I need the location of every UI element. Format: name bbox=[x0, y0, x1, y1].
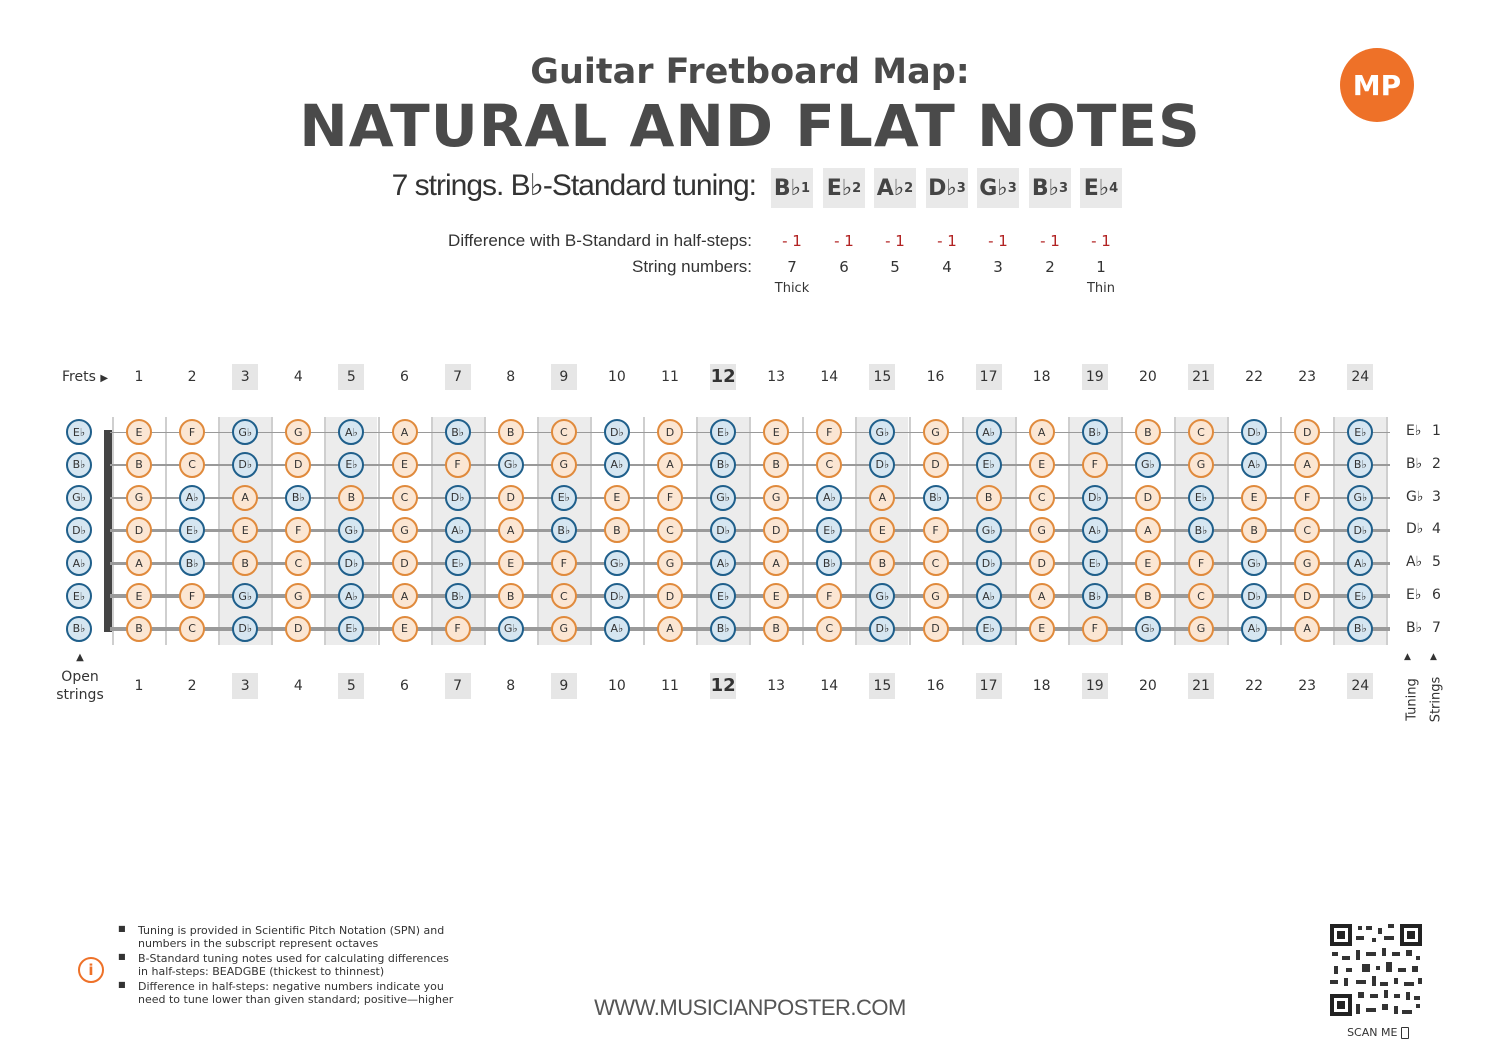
fret-note[interactable]: A♭ bbox=[445, 517, 471, 543]
fret-number-top: 15 bbox=[869, 364, 895, 390]
fret-note[interactable]: C bbox=[816, 616, 842, 642]
fret-note[interactable]: D bbox=[1029, 550, 1055, 576]
string-number: 4 bbox=[942, 258, 952, 276]
fret-note[interactable]: C bbox=[816, 452, 842, 478]
tuning-note-name: E♭ bbox=[1083, 175, 1110, 201]
fret-note[interactable]: G bbox=[1188, 616, 1214, 642]
fret-note[interactable]: G♭ bbox=[498, 452, 524, 478]
fret-note[interactable]: D♭ bbox=[976, 550, 1002, 576]
fret-note[interactable]: D bbox=[657, 583, 683, 609]
string-tuning-label: E♭ bbox=[1406, 587, 1422, 603]
caret-up-icon: ▲ bbox=[1404, 652, 1411, 662]
fret-note[interactable]: G bbox=[1188, 452, 1214, 478]
fret-note[interactable]: G bbox=[923, 419, 949, 445]
fret-note[interactable]: A♭ bbox=[1082, 517, 1108, 543]
fret-note[interactable]: C bbox=[179, 452, 205, 478]
caret-right-icon: ▶ bbox=[100, 373, 109, 384]
fret-note[interactable]: A♭ bbox=[338, 583, 364, 609]
tuning-note-name: B♭ bbox=[773, 175, 802, 201]
fret-number-bottom: 11 bbox=[661, 678, 679, 694]
fret-note[interactable]: E♭ bbox=[976, 616, 1002, 642]
fret-note[interactable]: D♭ bbox=[604, 583, 630, 609]
fret-note[interactable]: F bbox=[816, 419, 842, 445]
fret-number-bottom: 3 bbox=[232, 673, 258, 699]
fret-number-bottom: 18 bbox=[1032, 678, 1051, 694]
brand-logo[interactable] bbox=[1340, 48, 1414, 122]
fret-note[interactable]: E♭ bbox=[1188, 485, 1214, 511]
fret-note[interactable]: A bbox=[392, 419, 418, 445]
fret-note[interactable]: C bbox=[551, 419, 577, 445]
fret-note[interactable]: D♭ bbox=[445, 485, 471, 511]
fret-note[interactable]: F bbox=[445, 452, 471, 478]
string-number-label: 7 bbox=[1432, 619, 1441, 636]
fret-note[interactable]: G♭ bbox=[1135, 616, 1161, 642]
fret-note[interactable]: E♭ bbox=[1082, 550, 1108, 576]
fret-note[interactable]: C bbox=[657, 517, 683, 543]
fret-note[interactable]: E bbox=[869, 517, 895, 543]
fret-number-top: 24 bbox=[1347, 364, 1373, 390]
fret-number-bottom: 24 bbox=[1347, 673, 1373, 699]
fret-note[interactable]: E♭ bbox=[816, 517, 842, 543]
info-note: ■ Tuning is provided in Scientific Pitch Notation (SPN) and numbers in the subscript represent octaves bbox=[118, 924, 445, 950]
string-number: 6 bbox=[839, 258, 849, 276]
fret-note[interactable]: G bbox=[1029, 517, 1055, 543]
tuning-note-octave: 4 bbox=[1109, 180, 1119, 196]
fret-note[interactable]: A bbox=[869, 485, 895, 511]
fret-note[interactable]: F bbox=[179, 583, 205, 609]
fret-note[interactable]: G♭ bbox=[1135, 452, 1161, 478]
fret-note[interactable]: D bbox=[763, 517, 789, 543]
info-notes bbox=[118, 924, 458, 1006]
fret-note[interactable]: C bbox=[1029, 485, 1055, 511]
fret-note[interactable]: E bbox=[1029, 616, 1055, 642]
fret-number-top: 14 bbox=[820, 369, 839, 385]
fret-number-bottom: 14 bbox=[820, 678, 839, 694]
info-note: ■ B-Standard tuning notes used for calculating differences in half-steps: BEADGBE (thickest to thinnest) bbox=[118, 952, 449, 978]
fret-note[interactable]: G♭ bbox=[1347, 485, 1373, 511]
open-string-note[interactable]: B♭ bbox=[66, 616, 92, 642]
fret-note[interactable]: A♭ bbox=[1241, 616, 1267, 642]
fret-note[interactable]: B bbox=[338, 485, 364, 511]
fret-number-bottom: 6 bbox=[400, 678, 409, 694]
fret-number-top: 22 bbox=[1245, 369, 1263, 385]
string-tuning-label: B♭ bbox=[1406, 455, 1423, 472]
fret-number-top: 20 bbox=[1138, 369, 1157, 385]
info-note: ■ Difference in half-steps: negative numbers indicate you need to tune lower than given standard; positive—higher bbox=[118, 980, 454, 1006]
tuning-note-box bbox=[874, 168, 916, 208]
fret-note[interactable]: G♭ bbox=[338, 517, 364, 543]
fret-note[interactable]: D♭ bbox=[869, 616, 895, 642]
fret-number-bottom: 12 bbox=[710, 673, 736, 699]
fret-note[interactable]: D♭ bbox=[1241, 419, 1267, 445]
fret-note[interactable]: E♭ bbox=[338, 616, 364, 642]
fret-note[interactable]: A♭ bbox=[604, 616, 630, 642]
fret-number-top: 9 bbox=[551, 364, 577, 390]
fret-note[interactable]: G bbox=[285, 583, 311, 609]
fret-note[interactable]: G bbox=[551, 452, 577, 478]
strings-label: Strings bbox=[1428, 676, 1444, 723]
open-strings-label: Open strings bbox=[56, 669, 104, 703]
fret-note[interactable]: E bbox=[604, 485, 630, 511]
fret-note[interactable]: G bbox=[126, 485, 152, 511]
fret-note[interactable]: B♭ bbox=[445, 583, 471, 609]
fret-note[interactable]: B♭ bbox=[445, 419, 471, 445]
fret-note[interactable]: F bbox=[657, 485, 683, 511]
fret-note[interactable]: E bbox=[498, 550, 524, 576]
fret-note[interactable]: B bbox=[1241, 517, 1267, 543]
fret-number-top: 7 bbox=[445, 364, 471, 390]
fret-note[interactable]: D♭ bbox=[1347, 517, 1373, 543]
fret-number-top: 2 bbox=[187, 369, 197, 385]
fret-note[interactable]: D bbox=[1135, 485, 1161, 511]
fret-note[interactable]: C bbox=[1188, 583, 1214, 609]
fret-number-bottom: 2 bbox=[187, 678, 197, 694]
string-number: 3 bbox=[993, 258, 1003, 276]
thin-label: Thin bbox=[1086, 281, 1116, 296]
fret-note[interactable]: G bbox=[657, 550, 683, 576]
fret-number-bottom: 9 bbox=[551, 673, 577, 699]
scan-me-label: SCAN ME bbox=[1330, 1026, 1426, 1039]
fret-note[interactable]: G♭ bbox=[498, 616, 524, 642]
tuning-note-name: E♭ bbox=[826, 175, 853, 201]
fret-note[interactable]: G bbox=[392, 517, 418, 543]
string-number: 7 bbox=[787, 258, 797, 276]
string-number-label: 2 bbox=[1432, 455, 1441, 472]
fret-note[interactable]: E♭ bbox=[338, 452, 364, 478]
fret-note[interactable]: D♭ bbox=[604, 419, 630, 445]
caret-up-icon: ▲ bbox=[1430, 652, 1437, 662]
string-tuning-label: G♭ bbox=[1406, 488, 1424, 505]
fret-number-top: 23 bbox=[1298, 369, 1317, 385]
fret-number-bottom: 19 bbox=[1082, 673, 1108, 699]
fret-note[interactable]: B♭ bbox=[1347, 452, 1373, 478]
frets-label: Frets ▶ bbox=[62, 369, 109, 385]
fret-note[interactable]: G bbox=[285, 419, 311, 445]
fret-note[interactable]: D bbox=[657, 419, 683, 445]
string-number: 5 bbox=[890, 258, 900, 276]
difference-value: - 1 bbox=[988, 232, 1008, 250]
fret-note[interactable]: F bbox=[551, 550, 577, 576]
fret-note[interactable]: D bbox=[923, 452, 949, 478]
fret-note[interactable]: D bbox=[923, 616, 949, 642]
phone-icon bbox=[1401, 1027, 1409, 1039]
fret-note[interactable]: D♭ bbox=[1082, 485, 1108, 511]
difference-value: - 1 bbox=[1040, 232, 1060, 250]
fret-note[interactable]: D♭ bbox=[869, 452, 895, 478]
fret-note[interactable]: F bbox=[285, 517, 311, 543]
fret-note[interactable]: A♭ bbox=[179, 485, 205, 511]
fret-note[interactable]: E♭ bbox=[976, 452, 1002, 478]
fret-number-top: 1 bbox=[134, 369, 144, 385]
tuning-note-octave: 3 bbox=[1059, 180, 1069, 196]
fret-note[interactable]: A♭ bbox=[1347, 550, 1373, 576]
open-string-note[interactable]: D♭ bbox=[66, 517, 92, 543]
fret-number-top: 5 bbox=[338, 364, 364, 390]
open-string-note[interactable]: E♭ bbox=[66, 419, 92, 445]
fret-note[interactable]: A bbox=[657, 616, 683, 642]
fret-note[interactable]: B bbox=[869, 550, 895, 576]
open-string-note[interactable]: G♭ bbox=[66, 485, 92, 511]
fret-note[interactable]: E♭ bbox=[1347, 419, 1373, 445]
tuning-note-name: D♭ bbox=[928, 175, 957, 201]
tuning-note-box bbox=[926, 168, 968, 208]
tuning-note-octave: 1 bbox=[801, 180, 811, 196]
difference-value: - 1 bbox=[885, 232, 905, 250]
fret-note[interactable]: A bbox=[498, 517, 524, 543]
fret-note[interactable]: E bbox=[1241, 485, 1267, 511]
fret-note[interactable]: G♭ bbox=[869, 419, 895, 445]
fret-note[interactable]: A♭ bbox=[710, 550, 736, 576]
tuning-note-name: G♭ bbox=[979, 175, 1008, 201]
fret-number-bottom: 16 bbox=[926, 678, 945, 694]
logo-text: MP bbox=[1352, 68, 1402, 102]
fret-number-bottom: 4 bbox=[293, 678, 303, 694]
string-number-label: 5 bbox=[1432, 554, 1441, 571]
fret-note[interactable]: D bbox=[1294, 583, 1320, 609]
fret-note[interactable]: E♭ bbox=[710, 583, 736, 609]
fret-number-bottom: 10 bbox=[607, 678, 626, 694]
fret-note[interactable]: C bbox=[392, 485, 418, 511]
fret-note[interactable]: G bbox=[763, 485, 789, 511]
fret-number-bottom: 5 bbox=[338, 673, 364, 699]
fret-number-top: 21 bbox=[1188, 364, 1214, 390]
fret-note[interactable]: B bbox=[604, 517, 630, 543]
fret-note[interactable]: A bbox=[1029, 583, 1055, 609]
string-number-label: 3 bbox=[1432, 488, 1441, 505]
string-numbers-label: String numbers: bbox=[632, 257, 752, 276]
caret-up-icon: ▲ bbox=[76, 652, 84, 663]
fret-note[interactable]: F bbox=[816, 583, 842, 609]
open-string-note[interactable]: E♭ bbox=[66, 583, 92, 609]
fret-note[interactable]: E bbox=[392, 616, 418, 642]
title-line-2: NATURAL AND FLAT NOTES bbox=[299, 92, 1201, 160]
fret-note[interactable]: B bbox=[126, 616, 152, 642]
fret-note[interactable]: B bbox=[232, 550, 258, 576]
fret-number-top: 12 bbox=[710, 364, 736, 390]
fret-note[interactable]: B bbox=[498, 583, 524, 609]
fret-number-bottom: 15 bbox=[869, 673, 895, 699]
tuning-note-box bbox=[823, 168, 865, 208]
fret-note[interactable]: F bbox=[1188, 550, 1214, 576]
fret-note[interactable]: F bbox=[1294, 485, 1320, 511]
fret-note[interactable]: C bbox=[923, 550, 949, 576]
fret-note[interactable]: G bbox=[551, 616, 577, 642]
fret-note[interactable]: G♭ bbox=[869, 583, 895, 609]
open-string-note[interactable]: B♭ bbox=[66, 452, 92, 478]
string-tuning-label: D♭ bbox=[1406, 521, 1424, 538]
fret-note[interactable]: B♭ bbox=[1082, 583, 1108, 609]
fret-note[interactable]: E bbox=[763, 583, 789, 609]
difference-value: - 1 bbox=[834, 232, 854, 250]
fret-note[interactable]: B♭ bbox=[816, 550, 842, 576]
tuning-note-octave: 3 bbox=[1007, 180, 1017, 196]
fret-note[interactable]: E♭ bbox=[1347, 583, 1373, 609]
fret-number-top: 16 bbox=[926, 369, 945, 385]
fret-note[interactable]: E bbox=[126, 583, 152, 609]
fret-note[interactable]: A♭ bbox=[604, 452, 630, 478]
fret-note[interactable]: G♭ bbox=[710, 485, 736, 511]
fret-note[interactable]: D bbox=[285, 452, 311, 478]
fret-note[interactable]: E bbox=[1029, 452, 1055, 478]
tuning-note-octave: 2 bbox=[904, 180, 914, 196]
fret-note[interactable]: B♭ bbox=[923, 485, 949, 511]
thick-label: Thick bbox=[774, 281, 810, 296]
fret-number-top: 10 bbox=[607, 369, 626, 385]
fret-note[interactable]: A bbox=[1294, 616, 1320, 642]
fret-number-bottom: 1 bbox=[134, 678, 144, 694]
fret-note[interactable]: G♭ bbox=[976, 517, 1002, 543]
fret-note[interactable]: A bbox=[392, 583, 418, 609]
fret-note[interactable]: A bbox=[657, 452, 683, 478]
title-line-1: Guitar Fretboard Map: bbox=[530, 52, 970, 92]
fret-note[interactable]: B bbox=[763, 452, 789, 478]
fret-number-bottom: 17 bbox=[976, 673, 1002, 699]
fret-note[interactable]: B♭ bbox=[285, 485, 311, 511]
fret-note[interactable]: D bbox=[126, 517, 152, 543]
string-number-label: 4 bbox=[1432, 521, 1441, 538]
fret-note[interactable]: F bbox=[1082, 452, 1108, 478]
fret-note[interactable]: F bbox=[179, 419, 205, 445]
fret-note[interactable]: D♭ bbox=[338, 550, 364, 576]
fret-number-bottom: 13 bbox=[767, 678, 786, 694]
fret-note[interactable]: A♭ bbox=[976, 583, 1002, 609]
fret-number-top: 3 bbox=[232, 364, 258, 390]
fret-note[interactable]: C bbox=[1188, 419, 1214, 445]
fret-note[interactable]: C bbox=[551, 583, 577, 609]
fret-number-top: 6 bbox=[400, 369, 409, 385]
fret-note[interactable]: F bbox=[923, 517, 949, 543]
info-icon: i bbox=[78, 957, 104, 983]
string-number: 2 bbox=[1045, 258, 1055, 276]
fret-number-top: 4 bbox=[293, 369, 303, 385]
fret-number-bottom: 20 bbox=[1138, 678, 1157, 694]
fret-note[interactable]: G♭ bbox=[1241, 550, 1267, 576]
fret-note[interactable]: A bbox=[232, 485, 258, 511]
fret-note[interactable]: G♭ bbox=[232, 583, 258, 609]
fret-note[interactable]: A bbox=[1029, 419, 1055, 445]
qr-code-graphic bbox=[1328, 922, 1424, 1018]
string-tuning-label: A♭ bbox=[1406, 554, 1423, 571]
fret-number-top: 13 bbox=[767, 369, 786, 385]
tuning-note-box bbox=[977, 168, 1019, 208]
tuning-note-octave: 3 bbox=[956, 180, 966, 196]
tuning-note-name: A♭ bbox=[876, 175, 905, 201]
fret-note[interactable]: E bbox=[126, 419, 152, 445]
fret-note[interactable]: F bbox=[1082, 616, 1108, 642]
tuning-note-box bbox=[1029, 168, 1071, 208]
tuning-note-box bbox=[1080, 168, 1122, 208]
fret-note[interactable]: A♭ bbox=[338, 419, 364, 445]
fret-note[interactable]: F bbox=[445, 616, 471, 642]
fret-note[interactable]: B♭ bbox=[551, 517, 577, 543]
fret-note[interactable]: B♭ bbox=[1188, 517, 1214, 543]
tuning-caption: 7 strings. B♭-Standard tuning: bbox=[391, 169, 756, 202]
fret-note[interactable]: B♭ bbox=[1082, 419, 1108, 445]
fret-note[interactable]: E bbox=[1135, 550, 1161, 576]
fret-number-top: 8 bbox=[506, 369, 516, 385]
fret-note[interactable]: D bbox=[1294, 419, 1320, 445]
fret-note[interactable]: A♭ bbox=[816, 485, 842, 511]
fret-note[interactable]: A bbox=[1135, 517, 1161, 543]
fret-note[interactable]: A♭ bbox=[976, 419, 1002, 445]
fret-note[interactable]: B♭ bbox=[1347, 616, 1373, 642]
fret-number-bottom: 22 bbox=[1245, 678, 1263, 694]
fret-note[interactable]: E bbox=[232, 517, 258, 543]
fret-number-bottom: 7 bbox=[445, 673, 471, 699]
fret-note[interactable]: G bbox=[923, 583, 949, 609]
fret-note[interactable]: E♭ bbox=[179, 517, 205, 543]
fret-note[interactable]: B♭ bbox=[710, 452, 736, 478]
fret-note[interactable]: B♭ bbox=[179, 550, 205, 576]
fret-note[interactable]: B bbox=[498, 419, 524, 445]
string-number: 1 bbox=[1096, 258, 1106, 276]
tuning-note-box bbox=[771, 168, 813, 208]
fret-note[interactable]: D♭ bbox=[232, 616, 258, 642]
string-number-label: 1 bbox=[1432, 423, 1441, 439]
string-tuning-label: E♭ bbox=[1406, 423, 1422, 439]
fret-number-top: 17 bbox=[976, 364, 1002, 390]
fret-note[interactable]: E bbox=[392, 452, 418, 478]
fret-note[interactable]: E♭ bbox=[710, 419, 736, 445]
fret-note[interactable]: D bbox=[392, 550, 418, 576]
difference-label: Difference with B-Standard in half-steps: bbox=[448, 231, 752, 250]
tuning-note-name: B♭ bbox=[1031, 175, 1060, 201]
difference-value: - 1 bbox=[782, 232, 802, 250]
fret-note[interactable]: D bbox=[498, 485, 524, 511]
fret-note[interactable]: A bbox=[126, 550, 152, 576]
fret-note[interactable]: D♭ bbox=[232, 452, 258, 478]
fret-note[interactable]: B♭ bbox=[710, 616, 736, 642]
fret-number-top: 18 bbox=[1032, 369, 1051, 385]
open-string-note[interactable]: A♭ bbox=[66, 550, 92, 576]
fret-note[interactable]: E♭ bbox=[445, 550, 471, 576]
fret-number-top: 19 bbox=[1082, 364, 1108, 390]
fret-number-bottom: 23 bbox=[1298, 678, 1317, 694]
fret-note[interactable]: B bbox=[1135, 583, 1161, 609]
fret-note[interactable]: C bbox=[179, 616, 205, 642]
fret-number-bottom: 21 bbox=[1188, 673, 1214, 699]
string-tuning-label: B♭ bbox=[1406, 619, 1423, 636]
fret-note[interactable]: D bbox=[285, 616, 311, 642]
fret-note[interactable]: G bbox=[1294, 550, 1320, 576]
difference-value: - 1 bbox=[937, 232, 957, 250]
fret-note[interactable]: C bbox=[1294, 517, 1320, 543]
fret-note[interactable]: A♭ bbox=[1241, 452, 1267, 478]
fret-note[interactable]: A bbox=[763, 550, 789, 576]
fret-number-bottom: 8 bbox=[506, 678, 516, 694]
fret-note[interactable]: E♭ bbox=[551, 485, 577, 511]
fret-note[interactable]: A bbox=[1294, 452, 1320, 478]
fret-number-top: 11 bbox=[661, 369, 679, 385]
fret-note[interactable]: G♭ bbox=[232, 419, 258, 445]
fret-note[interactable]: B bbox=[1135, 419, 1161, 445]
qr-code[interactable] bbox=[1328, 922, 1424, 1018]
fret-note[interactable]: G♭ bbox=[604, 550, 630, 576]
fret-note[interactable]: D♭ bbox=[710, 517, 736, 543]
fret-note[interactable]: B bbox=[126, 452, 152, 478]
tuning-note-octave: 2 bbox=[852, 180, 862, 196]
fret-note[interactable]: B bbox=[976, 485, 1002, 511]
fret-note[interactable]: C bbox=[285, 550, 311, 576]
difference-value: - 1 bbox=[1091, 232, 1111, 250]
fret-note[interactable]: B bbox=[763, 616, 789, 642]
string-number-label: 6 bbox=[1432, 587, 1441, 603]
tuning-label: Tuning bbox=[1404, 678, 1420, 721]
fret-note[interactable]: E bbox=[763, 419, 789, 445]
website-link[interactable]: WWW.MUSICIANPOSTER.COM bbox=[594, 995, 906, 1020]
fret-note[interactable]: D♭ bbox=[1241, 583, 1267, 609]
